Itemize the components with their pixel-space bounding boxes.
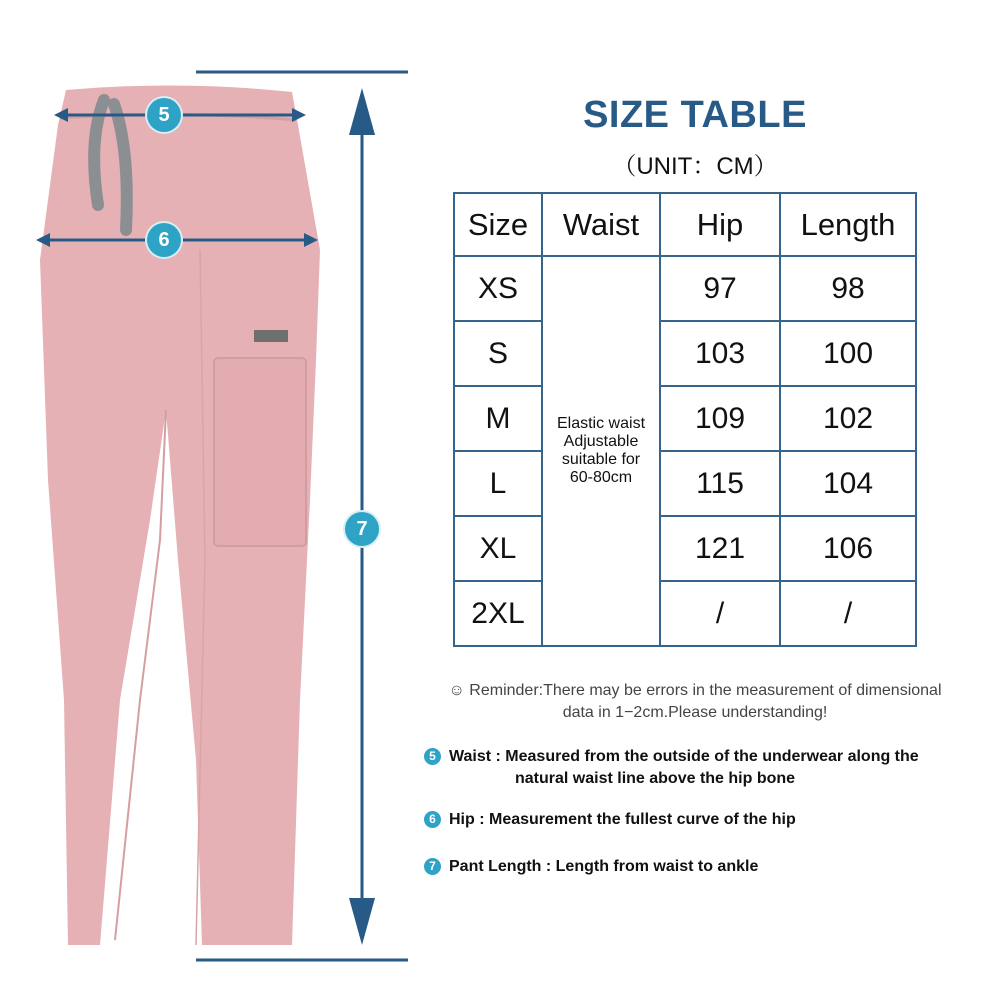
reminder-line-2: data in 1−2cm.Please understanding! bbox=[562, 704, 828, 721]
length-cell: 100 bbox=[780, 321, 916, 386]
hip-cell: 109 bbox=[660, 386, 780, 451]
waist-note-line: Elastic waist bbox=[556, 415, 646, 432]
column-header: Length bbox=[780, 193, 916, 256]
note-number-badge: 5 bbox=[424, 748, 441, 765]
length-cell: 98 bbox=[780, 256, 916, 321]
unit-label: （UNIT：CM） bbox=[612, 153, 778, 180]
table-header-row bbox=[454, 193, 916, 256]
waist-marker-badge: 5 bbox=[147, 98, 181, 132]
column-header: Waist bbox=[542, 193, 660, 256]
hip-cell: 121 bbox=[660, 516, 780, 581]
waist-note bbox=[424, 746, 919, 790]
table-row bbox=[454, 451, 916, 516]
table-row bbox=[454, 581, 916, 646]
table-row bbox=[454, 256, 916, 321]
size-cell: L bbox=[454, 451, 542, 516]
hip-cell: 103 bbox=[660, 321, 780, 386]
waist-note-line: Adjustable bbox=[563, 433, 639, 450]
length-cell: 104 bbox=[780, 451, 916, 516]
size-cell: XL bbox=[454, 516, 542, 581]
table-row bbox=[454, 386, 916, 451]
waist-note-line: 60-80cm bbox=[569, 469, 633, 486]
note-text-continued: natural waist line above the hip bone bbox=[515, 770, 796, 787]
note-text: Measured from the outside of the underwear along the bbox=[505, 748, 919, 765]
hip-cell: / bbox=[660, 581, 780, 646]
note-text: Measurement the fullest curve of the hip bbox=[489, 811, 796, 828]
note-number-badge: 7 bbox=[424, 858, 441, 875]
hip-marker-badge: 6 bbox=[147, 223, 181, 257]
smiley-icon: ☺ bbox=[448, 682, 465, 699]
note-text: Length from waist to ankle bbox=[555, 858, 759, 875]
size-table bbox=[453, 192, 917, 647]
table-row bbox=[454, 516, 916, 581]
length-cell: / bbox=[780, 581, 916, 646]
size-cell: XS bbox=[454, 256, 542, 321]
note-label: Waist : bbox=[449, 748, 506, 765]
hip-cell: 97 bbox=[660, 256, 780, 321]
reminder-line-1: Reminder:There may be errors in the measurement of dimensional bbox=[469, 682, 942, 699]
length-note bbox=[424, 856, 758, 878]
size-cell: S bbox=[454, 321, 542, 386]
note-label: Hip : bbox=[449, 811, 489, 828]
waist-note-cell bbox=[542, 256, 660, 646]
cargo-pocket bbox=[214, 358, 306, 546]
hip-note bbox=[424, 809, 796, 831]
size-cell: M bbox=[454, 386, 542, 451]
length-cell: 102 bbox=[780, 386, 916, 451]
size-cell: 2XL bbox=[454, 581, 542, 646]
note-number-badge: 6 bbox=[424, 811, 441, 828]
hip-cell: 115 bbox=[660, 451, 780, 516]
length-marker-badge: 7 bbox=[345, 512, 379, 546]
column-header: Size bbox=[454, 193, 542, 256]
waist-note-line: suitable for bbox=[561, 451, 641, 468]
page-title: SIZE TABLE bbox=[583, 94, 807, 136]
note-label: Pant Length : bbox=[449, 858, 556, 875]
reminder-text bbox=[415, 680, 975, 724]
column-header: Hip bbox=[660, 193, 780, 256]
length-cell: 106 bbox=[780, 516, 916, 581]
table-row bbox=[454, 321, 916, 386]
